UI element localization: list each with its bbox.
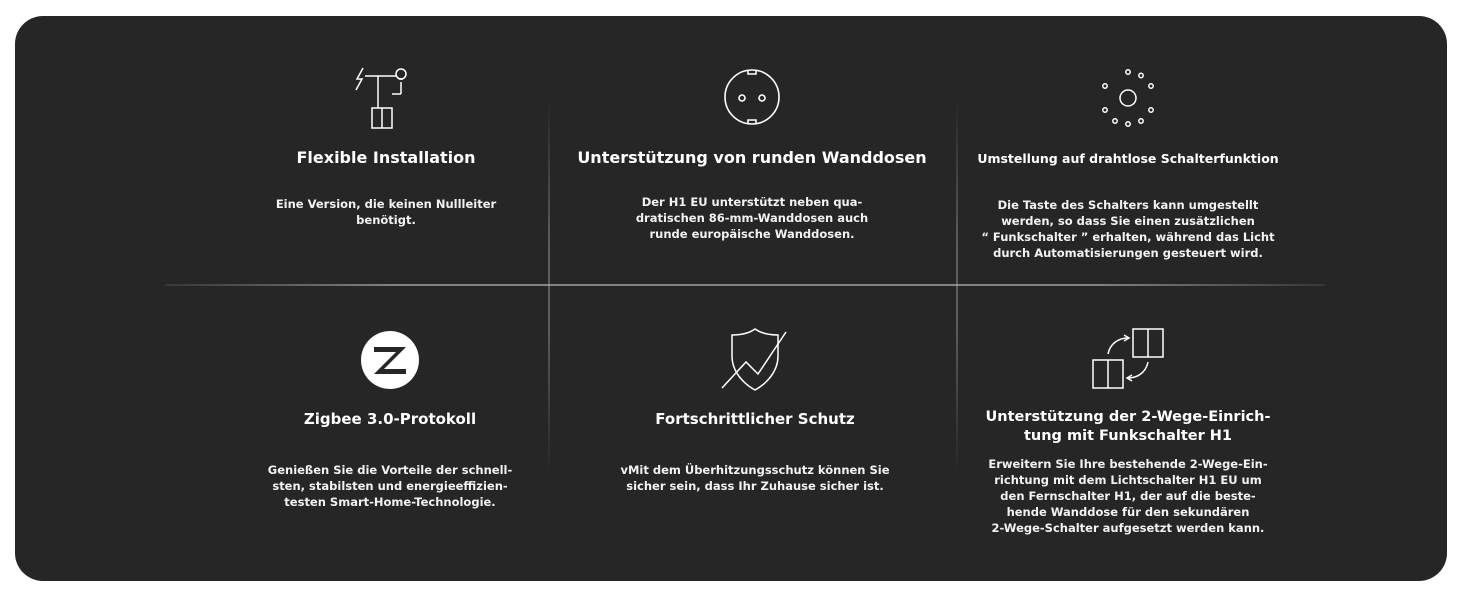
- row-divider: [165, 284, 1325, 286]
- feature-title: Flexible Installation: [296, 148, 476, 167]
- two-way-switch-icon: [1088, 326, 1168, 392]
- feature-description: Der H1 EU unterstützt neben qua- dratischen 86-mm-Wanddosen auch runde europäische Wanddosen.: [635, 195, 869, 241]
- wireless-dots-icon: [1096, 66, 1160, 130]
- feature-title: Umstellung auf drahtlose Schalterfunktion: [977, 151, 1279, 166]
- feature-protection: [575, 322, 935, 522]
- feature-zigbee: [210, 322, 570, 522]
- round-socket-icon: [719, 64, 785, 130]
- feature-title: Fortschrittlicher Schutz: [655, 410, 855, 428]
- feature-wireless-switch: [948, 60, 1308, 260]
- feature-round-wall-box: [572, 60, 932, 250]
- shield-icon: [720, 326, 790, 394]
- feature-title: Zigbee 3.0-Protokoll: [303, 410, 477, 428]
- feature-flexible-installation: [206, 60, 566, 250]
- feature-description: Die Taste des Schalters kann umgestellt werden, so dass Sie einen zusätzlichen “ Funkschalter ” erhalten, während das Licht durch Automatisierungen gesteuert wird.: [981, 198, 1275, 260]
- zigbee-logo-icon: [360, 330, 420, 390]
- feature-description: Genießen Sie die Vorteile der schnell- sten, stabilsten und energieeffizien- testen Smart-Home-Technologie.: [267, 463, 513, 509]
- feature-title: Unterstützung von runden Wanddosen: [577, 148, 927, 167]
- feature-title: Unterstützung der 2-Wege-Einrich- tung mit Funkschalter H1: [985, 409, 1271, 444]
- feature-description: Erweitern Sie Ihre bestehende 2-Wege-Ein- richtung mit dem Lichtschalter H1 EU um den Fernschalter H1, der auf die beste- hende Wanddose für den sekundären 2-Wege-Schalter aufgesetzt werden kann.: [988, 457, 1268, 535]
- switch-wiring-icon: [351, 64, 421, 130]
- feature-two-way: [948, 322, 1308, 542]
- feature-description: vMit dem Überhitzungsschutz können Sie sicher sein, dass Ihr Zuhause sicher ist.: [620, 463, 890, 493]
- feature-description: Eine Version, die keinen Nullleiter benötigt.: [275, 197, 497, 227]
